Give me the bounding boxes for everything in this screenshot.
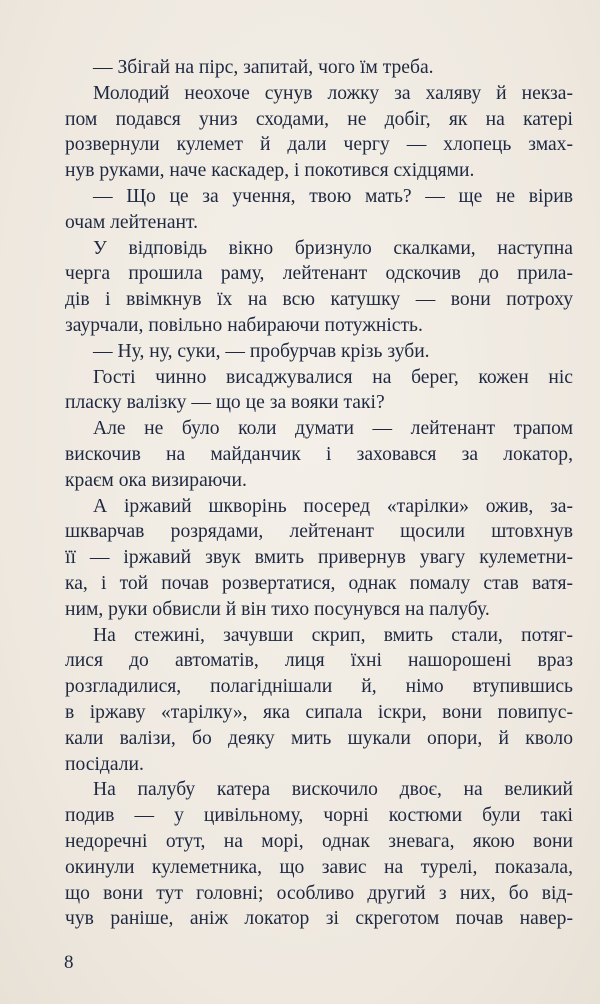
text-line: дів і ввімкнув їх на всю катушку — вони потроху xyxy=(65,289,573,311)
text-line: На палубу катера вискочило двоє, на великий xyxy=(93,779,573,801)
text-line: А іржавий шкворінь посеред «тарілки» ожив, за- xyxy=(93,495,573,517)
text-line: шкварчав розрядами, лейтенант щосили штовхнув xyxy=(65,521,573,543)
text-line: подив — у цивільному, чорні костюми були такі xyxy=(65,805,573,827)
text-line: розгладилися, полагіднішали й, німо втупившись xyxy=(65,676,573,698)
paragraph xyxy=(65,623,573,778)
text-line: ним, руки обвисли й він тихо посунувся на палубу. xyxy=(65,598,490,620)
paragraph xyxy=(65,81,573,184)
body-text xyxy=(65,55,573,932)
paragraph xyxy=(65,55,573,81)
text-line: її — іржавий звук вмить привернув увагу кулеметни- xyxy=(65,547,573,569)
text-line: пом подався униз сходами, не добіг, як на катері xyxy=(65,108,573,130)
text-line: розвернули кулемет й дали чергу — хлопець змах- xyxy=(65,134,573,156)
paragraph xyxy=(65,416,573,493)
text-line: вискочив на майданчик і заховався за локатор, xyxy=(65,443,573,465)
text-line: — Збігай на пірс, запитай, чого їм треба. xyxy=(93,57,434,78)
text-line: заурчали, повільно набираючи потужність. xyxy=(65,314,423,336)
text-line: лися до автоматів, лиця їхні нашорошені враз xyxy=(65,650,573,672)
text-line: недоречні отут, на морі, однак зневага, якою вони xyxy=(65,830,573,852)
text-line: У відповідь вікно бризнуло скалками, наступна xyxy=(93,237,573,259)
text-line: посідали. xyxy=(65,753,144,775)
text-line: в іржаву «тарілку», яка сипала іскри, вони повипус- xyxy=(65,701,573,723)
text-line: Молодий неохоче сунув ложку за халяву й некза- xyxy=(93,82,573,104)
text-line: чув раніше, аніж локатор зі скреготом почав навер- xyxy=(65,908,573,930)
paragraph xyxy=(65,236,573,339)
paragraph xyxy=(65,365,573,417)
text-line: На стежині, зачувши скрип, вмить стали, потяг- xyxy=(93,624,573,646)
text-line: пласку валізку — що це за вояки такі? xyxy=(65,392,385,414)
page-number: 8 xyxy=(64,952,74,973)
paragraph xyxy=(65,184,573,236)
paragraph xyxy=(65,777,573,932)
text-line: черга прошила раму, лейтенант одскочив до прила- xyxy=(65,263,573,285)
text-line: окинули кулеметника, що завис на турелі, показала, xyxy=(65,856,573,878)
paragraph xyxy=(65,339,573,365)
text-line: кали валізи, бо деяку мить шукали опори, й кволо xyxy=(65,727,573,749)
text-line: нув руками, наче каскадер, і покотився східцями. xyxy=(65,160,475,182)
text-line: — Що це за учення, твою мать? — ще не вірив xyxy=(93,185,573,207)
text-line: ка, і той почав розвертатися, однак помалу став ватя- xyxy=(65,572,573,594)
text-line: що вони тут головні; особливо другий з них, бо від- xyxy=(65,882,573,904)
text-line: Гості чинно висаджувалися на берег, кожен ніс xyxy=(93,366,573,388)
text-line: — Ну, ну, суки, — пробурчав крізь зуби. xyxy=(93,340,430,362)
text-line: очам лейтенант. xyxy=(65,211,199,233)
paragraph xyxy=(65,494,573,623)
text-line: краєм ока визираючи. xyxy=(65,469,247,491)
text-line: Але не було коли думати — лейтенант трапом xyxy=(93,418,573,440)
